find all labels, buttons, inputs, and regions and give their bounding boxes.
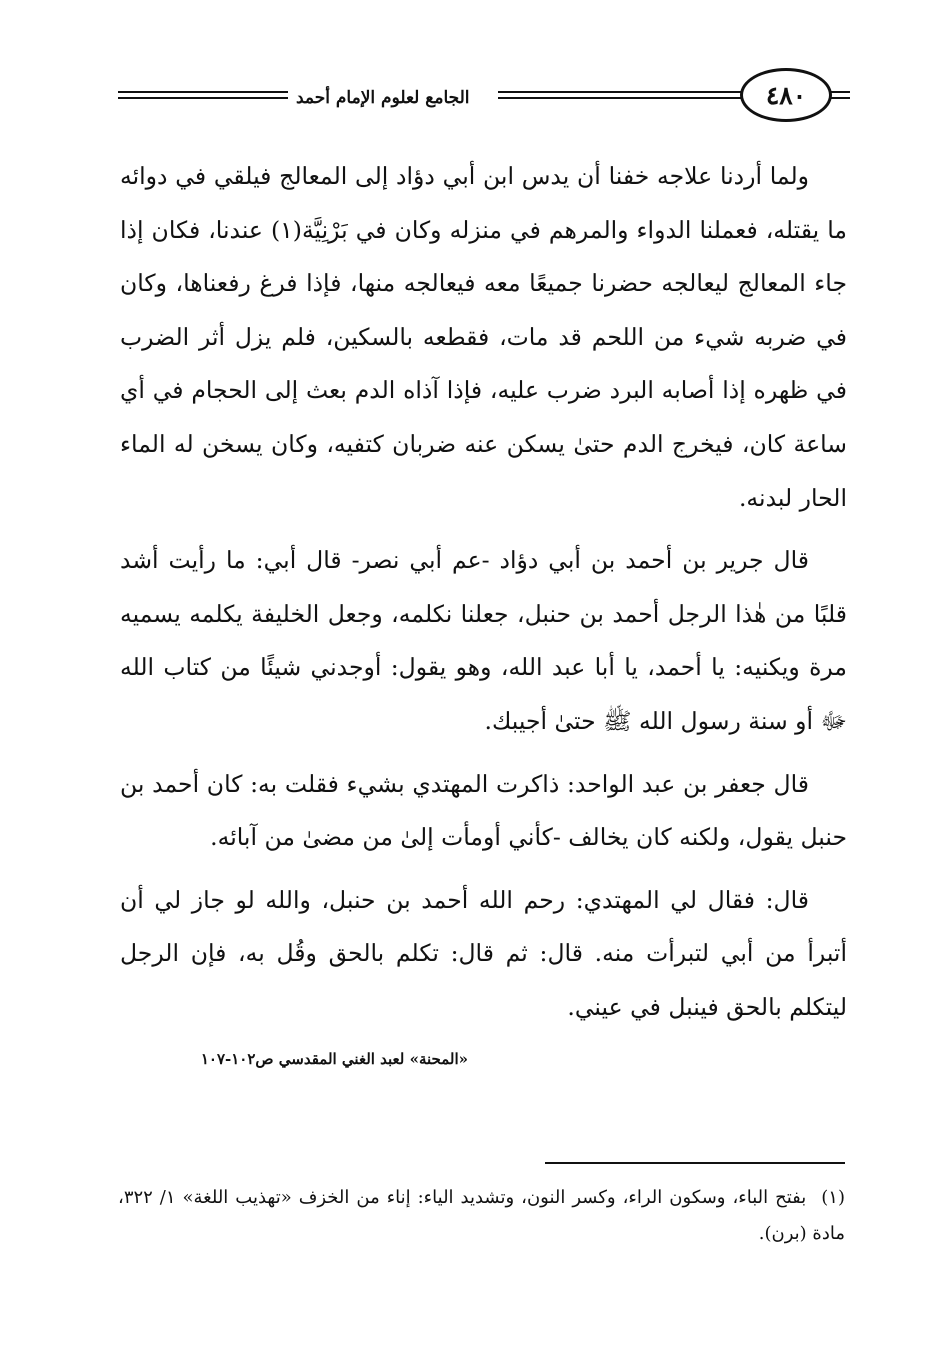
footnote	[118, 1180, 845, 1252]
paragraph-2: قال جرير بن أحمد بن أبي دؤاد -عم أبي نصر- قال أبي: ما رأيت أشد قلبًا من هٰذا الرجل أحمد بن حنبل، جعلنا نكلمه، وجعل الخليفة يكلمه يسميه مرة ويكنيه: يا أحمد، يا أبا عبد الله، وهو يقول: أوجدني شيئًا من كتاب الله ﷻ أو سنة رسول الله ﷺ حتىٰ أجيبك.	[120, 546, 847, 735]
header-rule-mid-top	[498, 91, 742, 93]
page-header	[118, 68, 850, 128]
source-citation: «المحنة» لعبد الغني المقدسي ص١٠٢-١٠٧	[200, 1050, 468, 1068]
header-rule-right-bottom	[830, 97, 850, 99]
paragraph-4: قال: فقال لي المهتدي: رحم الله أحمد بن حنبل، والله لو جاز لي أن أتبرأ من أبي لتبرأت منه. قال: ثم قال: تكلم بالحق وقُل به، فإن الرجل ليتكلم بالحق فينبل في عيني.	[120, 885, 847, 1021]
header-rule-mid-bottom	[498, 97, 742, 99]
paragraph-1: ولما أردنا علاجه خفنا أن يدس ابن أبي دؤاد إلى المعالج فيلقي في دوائه ما يقتله، فعملنا الدواء والمرهم في منزله وكان في بَرْنِيَّة(١) عندنا، فكان إذا جاء المعالج ليعالجه حضرنا جميعًا معه فيعالجه منها، فإذا فرغ رفعناها، وكان في ضربه شيء من اللحم قد مات، فقطعه بالسكين، فلم يزل أثر الضرب في ظهره إذا أصابه البرد ضرب عليه، فإذا آذاه الدم بعث إلى الحجام في أي ساعة كان، فيخرج الدم حتىٰ يسكن عنه ضربان كتفيه، وكان يسخن له الماء الحار لبدنه.	[120, 162, 847, 512]
footnote-text: بفتح الباء، وسكون الراء، وكسر النون، وتشديد الياء: إناء من الخزف «تهذيب اللغة» ١/ ٣٢٢، مادة (برن).	[118, 1187, 845, 1244]
paragraph-3: قال جعفر بن عبد الواحد: ذاكرت المهتدي بشيء فقلت به: كان أحمد بن حنبل يقول، ولكنه كان يخالف -كأني أومأت إلىٰ من مضىٰ من آبائه.	[120, 769, 847, 852]
footnote-marker: (١)	[821, 1187, 845, 1208]
header-rule-left-bottom	[118, 97, 288, 99]
header-rule-left-top	[118, 91, 288, 93]
running-title: الجامع لعلوم الإمام أحمد	[296, 88, 470, 108]
main-text	[120, 150, 847, 1044]
page-number: ٤٨٠	[740, 68, 832, 122]
footnote-separator	[545, 1162, 845, 1164]
header-rule-right-top	[830, 91, 850, 93]
